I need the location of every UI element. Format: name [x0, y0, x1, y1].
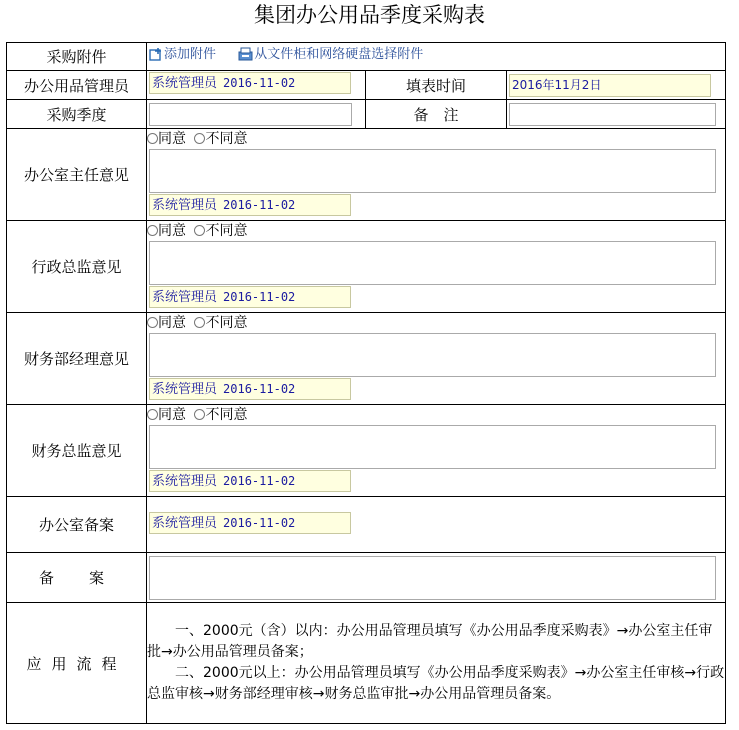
- opinion-label: 财务总监意见: [7, 405, 147, 497]
- add-file-icon: [149, 46, 163, 70]
- opinion-date: 2016-11-02: [223, 198, 296, 212]
- opinion-textarea[interactable]: [149, 149, 716, 193]
- opinion-date: 2016-11-02: [223, 290, 296, 304]
- fill-time-field[interactable]: 2016年11月2日: [509, 74, 711, 97]
- opinion-signer: 系统管理员: [152, 382, 218, 397]
- select-from-cabinet-label: 从文件柜和网络硬盘选择附件: [254, 47, 424, 62]
- opinion-signature-field[interactable]: [149, 194, 351, 216]
- agree-radio[interactable]: [147, 225, 158, 236]
- opinion-signer: 系统管理员: [152, 198, 218, 213]
- agree-label: 同意: [158, 223, 186, 239]
- remark-short-cell: [507, 100, 726, 129]
- agree-radio[interactable]: [147, 133, 158, 144]
- disagree-label: 不同意: [205, 223, 248, 239]
- attachment-label: 采购附件: [7, 43, 147, 71]
- filing-label: 办公室备案: [7, 497, 147, 553]
- opinion-date: 2016-11-02: [223, 474, 296, 488]
- disagree-label: 不同意: [205, 131, 248, 147]
- disagree-label: 不同意: [205, 315, 248, 331]
- quarter-cell: [147, 100, 366, 129]
- opinion-label: 财务部经理意见: [7, 313, 147, 405]
- process-line-2: 二、2000元以上：办公用品管理员填写《办公用品季度采购表》→办公室主任审核→行政总监审核→财务部经理审核→财务总监审批→办公用品管理员备案。: [147, 665, 725, 702]
- quarter-input[interactable]: [149, 103, 352, 126]
- filing-cell: [147, 497, 726, 553]
- opinion-cell: [147, 313, 726, 405]
- remark-short-label: 备 注: [366, 100, 507, 129]
- opinion-signature-field[interactable]: [149, 286, 351, 308]
- opinion-signer: 系统管理员: [152, 474, 218, 489]
- manager-date: 2016-11-02: [223, 76, 296, 90]
- attachment-cell: [147, 43, 726, 71]
- disagree-radio[interactable]: [194, 225, 205, 236]
- filing-signature-field[interactable]: [149, 512, 351, 534]
- purchase-form: [6, 42, 726, 724]
- manager-cell: [147, 71, 366, 100]
- fill-time-label: 填表时间: [366, 71, 507, 100]
- form-title: 集团办公用品季度采购表: [254, 3, 485, 27]
- opinion-cell: [147, 221, 726, 313]
- disagree-radio[interactable]: [194, 133, 205, 144]
- opinion-date: 2016-11-02: [223, 382, 296, 396]
- fill-time-cell: [507, 71, 726, 100]
- opinion-signer: 系统管理员: [152, 290, 218, 305]
- select-from-cabinet-link[interactable]: [238, 47, 423, 62]
- filing-signer: 系统管理员: [152, 515, 218, 531]
- process-label: 应用流程: [7, 603, 147, 724]
- quarter-label: 采购季度: [7, 100, 147, 129]
- manager-label: 办公用品管理员: [7, 71, 147, 100]
- opinion-cell: [147, 129, 726, 221]
- disagree-radio[interactable]: [194, 317, 205, 328]
- opinion-label: 行政总监意见: [7, 221, 147, 313]
- disagree-label: 不同意: [205, 407, 248, 423]
- manager-signer: 系统管理员: [152, 76, 218, 91]
- agree-label: 同意: [158, 315, 186, 331]
- opinion-signature-field[interactable]: [149, 470, 351, 492]
- remark-textarea[interactable]: [149, 556, 716, 600]
- manager-signature-field[interactable]: [149, 72, 351, 94]
- agree-label: 同意: [158, 131, 186, 147]
- remark-label: 备 案: [7, 553, 147, 603]
- opinion-textarea[interactable]: [149, 333, 716, 377]
- remark-short-input[interactable]: [509, 103, 716, 126]
- opinion-cell: [147, 405, 726, 497]
- remark-cell: [147, 553, 726, 603]
- process-line-1: 一、2000元（含）以内：办公用品管理员填写《办公用品季度采购表》→办公室主任审批→办公用品管理员备案；: [147, 623, 713, 660]
- add-attachment-link[interactable]: [149, 47, 220, 62]
- opinion-label: 办公室主任意见: [7, 129, 147, 221]
- add-attachment-label: 添加附件: [164, 47, 217, 62]
- filing-date: 2016-11-02: [223, 515, 296, 530]
- disk-icon: [238, 46, 253, 70]
- agree-radio[interactable]: [147, 317, 158, 328]
- disagree-radio[interactable]: [194, 409, 205, 420]
- agree-label: 同意: [158, 407, 186, 423]
- process-cell: [147, 603, 726, 724]
- opinion-textarea[interactable]: [149, 241, 716, 285]
- opinion-textarea[interactable]: [149, 425, 716, 469]
- opinion-signature-field[interactable]: [149, 378, 351, 400]
- agree-radio[interactable]: [147, 409, 158, 420]
